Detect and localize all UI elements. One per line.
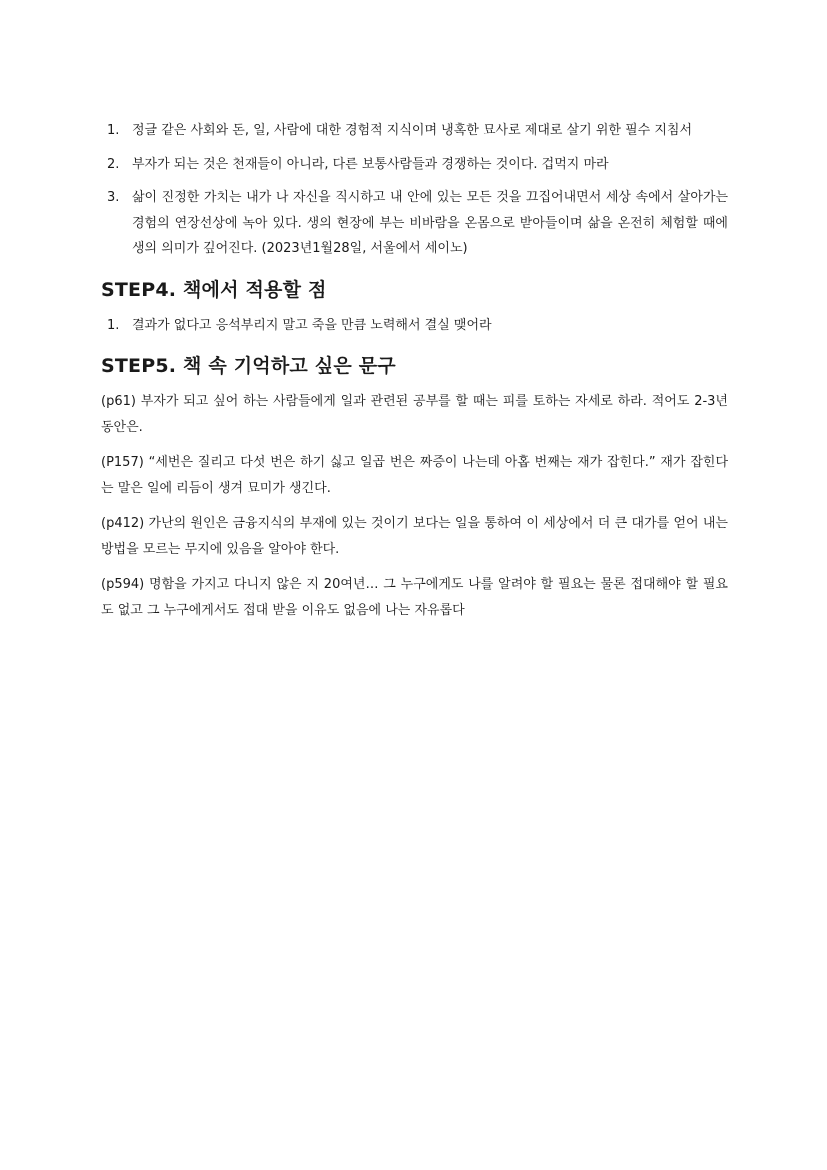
list-item xyxy=(101,118,728,144)
quote-section xyxy=(101,389,728,623)
list-text: 정글 같은 사회와 돈, 일, 사람에 대한 경험적 지식이며 냉혹한 묘사로 제대로 살기 위한 필수 지침서 xyxy=(132,123,693,138)
quote-paragraph: (p412) 가난의 원인은 금융지식의 부재에 있는 것이기 보다는 일을 통하여 이 세상에서 더 큰 대가를 얻어 내는 방법을 모르는 무지에 있음을 알아야 한다. xyxy=(101,516,728,557)
intro-list xyxy=(101,118,728,262)
list-text: 부자가 되는 것은 천재들이 아니라, 다른 보통사람들과 경쟁하는 것이다. 겁먹지 마라 xyxy=(132,156,609,172)
list-number: 1. xyxy=(107,123,120,138)
list-number: 3. xyxy=(107,190,120,205)
step4-list xyxy=(101,313,728,339)
step4-heading: STEP4. 책에서 적용할 점 xyxy=(101,278,327,301)
quote-paragraph: (P157) “세번은 질리고 다섯 번은 하기 싫고 일곱 번은 짜증이 나는데 아홉 번째는 재가 잡힌다.” 재가 잡힌다는 말은 일에 리듬이 생겨 묘미가 생긴다. xyxy=(101,455,728,496)
list-item xyxy=(101,185,728,262)
list-text: 삶이 진정한 가치는 내가 나 자신을 직시하고 내 안에 있는 모든 것을 끄집어내면서 세상 속에서 살아가는 경험의 연장선상에 녹아 있다. 생의 현장에 부는 비바람을 온몸으로 받아들이며 삶을 온전히 체험할 때에 생의 의미가 깊어진다. (2023년1월28일, 서울에서 세이노) xyxy=(132,190,728,256)
list-text: 결과가 없다고 응석부리지 말고 죽을 만큼 노력해서 결실 맺어라 xyxy=(132,317,492,333)
document-page xyxy=(101,118,728,633)
quote-paragraph: (p61) 부자가 되고 싶어 하는 사람들에게 일과 관련된 공부를 할 때는 피를 토하는 자세로 하라. 적어도 2-3년 동안은. xyxy=(101,394,728,435)
quote-paragraph: (p594) 명함을 가지고 다니지 않은 지 20여년… 그 누구에게도 나를 알려야 할 필요는 물론 접대해야 할 필요도 없고 그 누구에게서도 접대 받을 이유도 없음에 나는 자유롭다 xyxy=(101,577,728,618)
list-number: 2. xyxy=(107,156,120,172)
list-number: 1. xyxy=(107,317,120,333)
list-item xyxy=(101,152,728,178)
list-item xyxy=(101,313,728,339)
step5-heading: STEP5. 책 속 기억하고 싶은 문구 xyxy=(101,355,396,377)
